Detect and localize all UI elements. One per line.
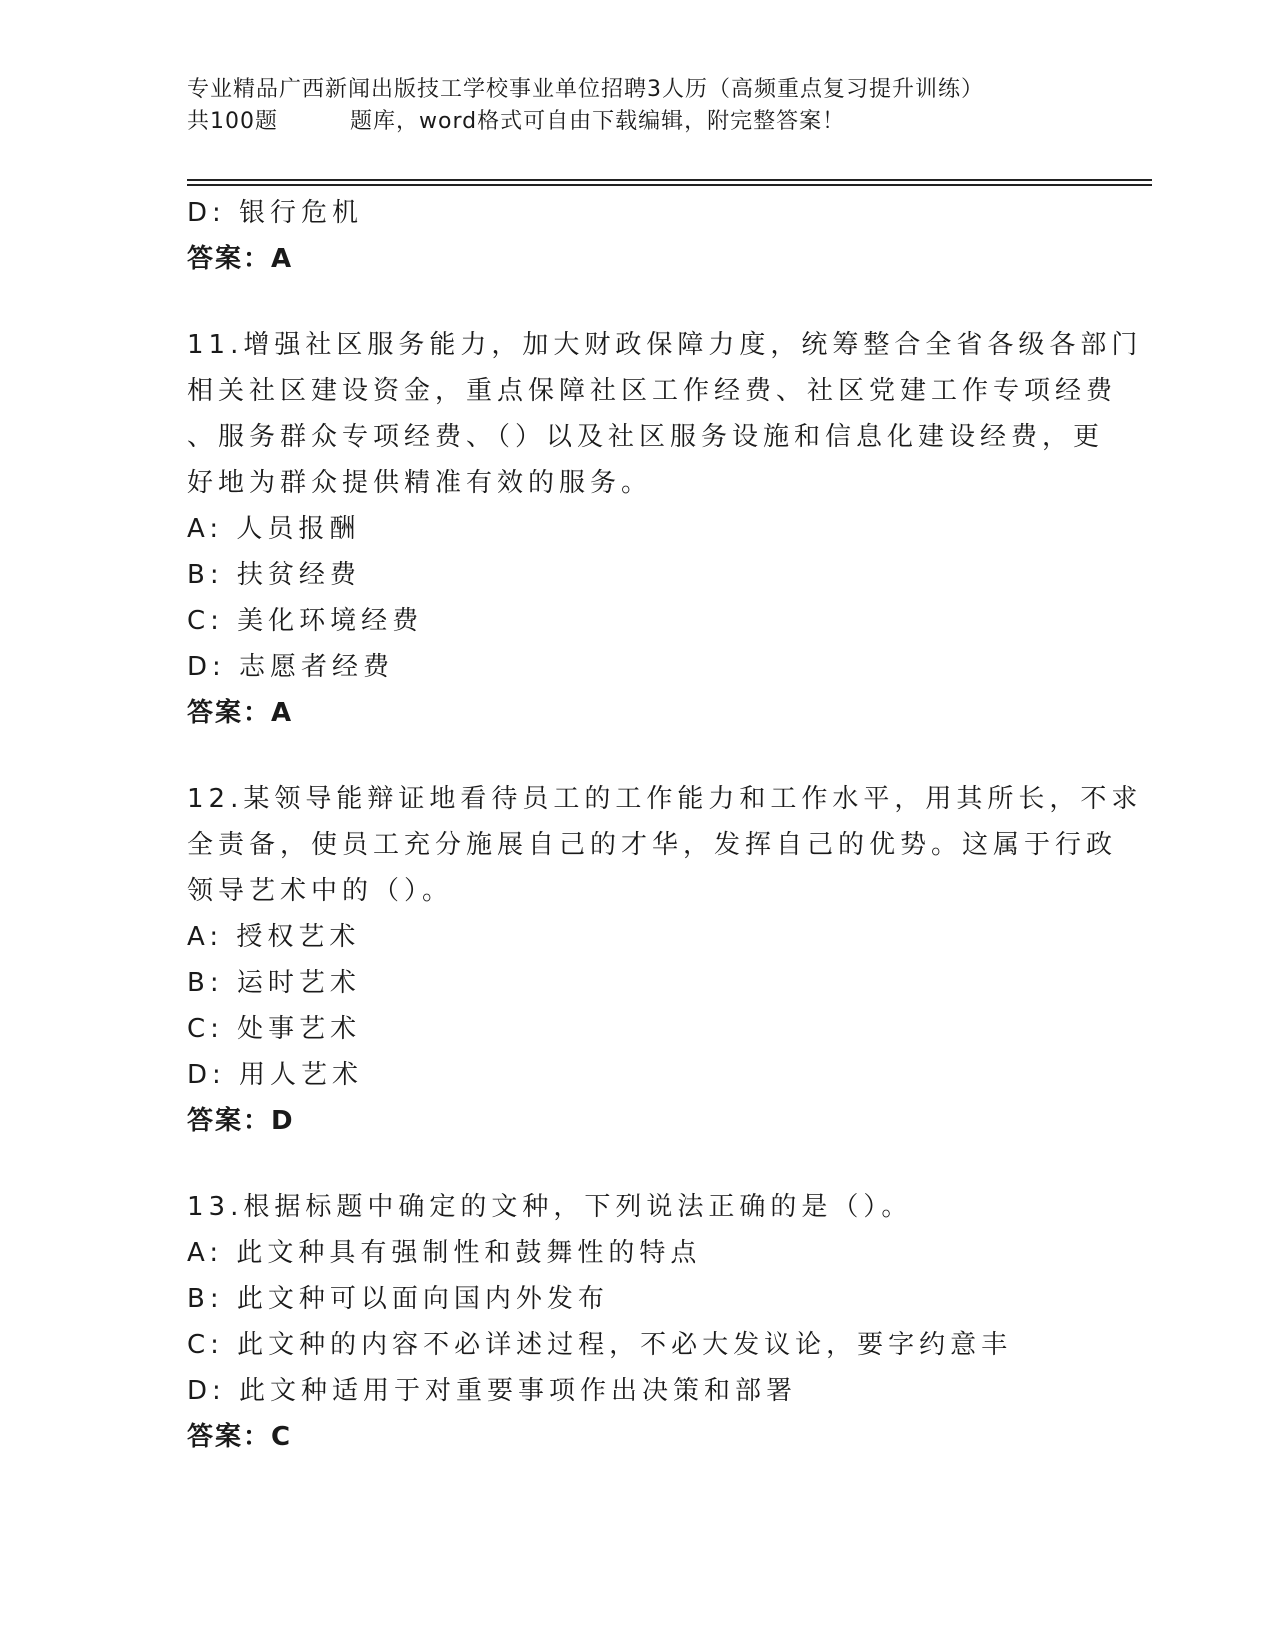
question-13 [187,1184,1087,1460]
question-line: 全责备，使员工充分施展自己的才华，发挥自己的优势。这属于行政 [187,830,1118,860]
question-line: 12.某领导能辩证地看待员工的工作能力和工作水平，用其所长，不求 [187,784,1143,814]
question-line: 13.根据标题中确定的文种，下列说法正确的是（）。 [187,1192,913,1222]
option-c: C: 此文种的内容不必详述过程，不必大发议论，要字约意丰 [187,1330,1013,1360]
option-b: B: 扶贫经费 [187,560,361,590]
question-count: 共100题 [187,109,278,134]
option-c: C: 处事艺术 [187,1014,362,1044]
option-c: C: 美化环境经费 [187,606,424,636]
question-line: 相关社区建设资金，重点保障社区工作经费、社区党建工作专项经费 [187,376,1118,406]
header-divider-top [187,179,1152,181]
header-subtitle [187,106,1147,138]
question-line: 好地为群众提供精准有效的服务。 [187,468,653,498]
question-line: 11.增强社区服务能力，加大财政保障力度，统筹整合全省各级各部门 [187,330,1143,360]
question-line: 领导艺术中的（）。 [187,876,454,906]
header-description: 题库，word格式可自由下载编辑，附完整答案！ [350,109,846,134]
option-b: B: 此文种可以面向国内外发布 [187,1284,609,1314]
option-a: A: 人员报酬 [187,514,361,544]
header-title: 专业精品广西新闻出版技工学校事业单位招聘3人历（高频重点复习提升训练） [187,77,984,102]
question-12 [187,776,1143,1144]
page-header [187,74,1147,138]
option-d: D: 此文种适用于对重要事项作出决策和部署 [187,1376,798,1406]
answer: 答案：A [187,698,294,728]
question-11 [187,322,1143,736]
question-text [187,1184,1087,1230]
option-d: D: 用人艺术 [187,1060,364,1090]
option-d: D: 志愿者经费 [187,652,395,682]
question-line: 、服务群众专项经费、（）以及社区服务设施和信息化建设经费，更 [187,422,1105,452]
question-text [187,776,1143,914]
answer: 答案：A [187,244,294,274]
option-a: A: 此文种具有强制性和鼓舞性的特点 [187,1238,702,1268]
option-d: D: 银行危机 [187,198,364,228]
header-divider-bottom [187,184,1152,186]
question-text [187,322,1143,506]
option-b: B: 运时艺术 [187,968,361,998]
option-a: A: 授权艺术 [187,922,361,952]
answer: 答案：D [187,1106,295,1136]
answer: 答案：C [187,1422,293,1452]
document-body [187,190,1143,1460]
